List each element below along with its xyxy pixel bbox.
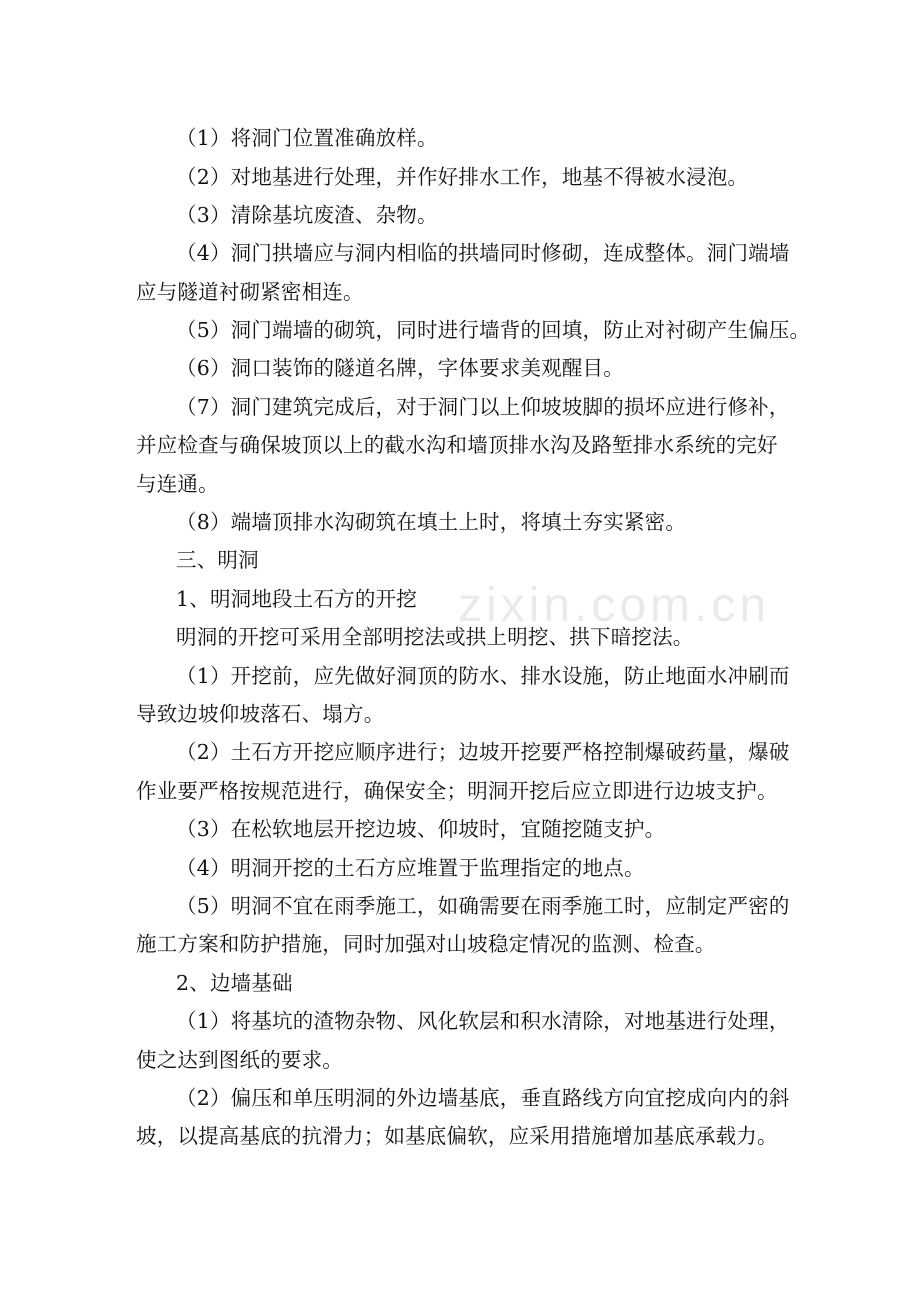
- text-line: （5）洞门端墙的砌筑，同时进行墙背的回填，防止对衬砌产生偏压。: [176, 318, 811, 342]
- text-line: （3）清除基坑废渣、杂物。: [176, 203, 438, 227]
- text-line: （5）明洞不宜在雨季施工，如确需要在雨季施工时，应制定严密的: [176, 894, 790, 918]
- text-line: 施工方案和防护措施，同时加强对山坡稳定情况的监测、检查。: [136, 932, 716, 956]
- text-line: （1）开挖前，应先做好洞顶的防水、排水设施，防止地面水冲刷而: [176, 664, 790, 688]
- text-line: （8）端墙顶排水沟砌筑在填土上时，将填土夯实紧密。: [176, 510, 687, 534]
- text-line: （2）土石方开挖应顺序进行；边坡开挖要严格控制爆破药量，爆破: [176, 740, 790, 764]
- text-line: （4）明洞开挖的土石方应堆置于监理指定的地点。: [176, 856, 645, 880]
- text-line: 并应检查与确保坡顶以上的截水沟和墙顶排水沟及路堑排水系统的完好: [136, 433, 778, 457]
- text-line: （2）偏压和单压明洞的外边墙基底，垂直路线方向宜挖成向内的斜: [176, 1086, 790, 1110]
- subsection-heading: 1、明洞地段土石方的开挖: [176, 587, 417, 611]
- text-line: （3）在松软地层开挖边坡、仰坡时，宜随挖随支护。: [176, 817, 666, 841]
- text-line: 与连通。: [136, 472, 219, 496]
- text-line: 作业要严格按规范进行，确保安全；明洞开挖后应立即进行边坡支护。: [136, 779, 778, 803]
- text-line: （7）洞门建筑完成后，对于洞门以上仰坡坡脚的损坏应进行修补，: [176, 395, 790, 419]
- text-line: （4）洞门拱墙应与洞内相临的拱墙同时修砌，连成整体。洞门端墙: [176, 241, 790, 265]
- text-line: （2）对地基进行处理，并作好排水工作，地基不得被水浸泡。: [176, 165, 749, 189]
- text-line: 导致边坡仰坡落石、塌方。: [136, 702, 385, 726]
- text-line: 明洞的开挖可采用全部明挖法或拱上明挖、拱下暗挖法。: [176, 625, 694, 649]
- subsection-heading: 2、边墙基础: [176, 971, 293, 995]
- text-line: 应与隧道衬砌紧密相连。: [136, 280, 364, 304]
- text-line: （6）洞口装饰的隧道名牌，字体要求美观醒目。: [176, 356, 624, 380]
- text-line: （1）将洞门位置准确放样。: [176, 126, 438, 150]
- section-heading: 三、明洞: [176, 548, 259, 572]
- watermark: zixin.com.cn: [458, 579, 771, 632]
- text-line: 使之达到图纸的要求。: [136, 1048, 343, 1072]
- text-line: 坡，以提高基底的抗滑力；如基底偏软，应采用措施增加基底承载力。: [136, 1124, 778, 1148]
- text-line: （1）将基坑的渣物杂物、风化软层和积水清除，对地基进行处理，: [176, 1009, 790, 1033]
